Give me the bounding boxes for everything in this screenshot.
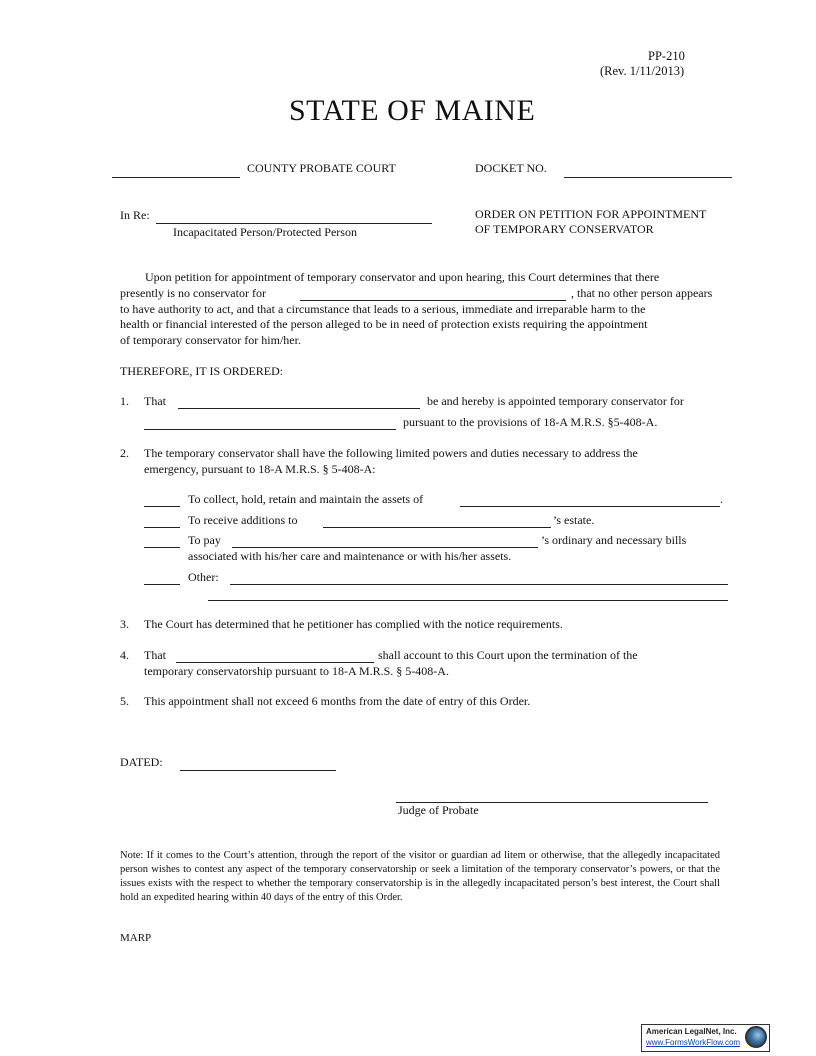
item3-number: 3. [120, 617, 129, 631]
intro-line5: of temporary conservator for him/her. [120, 333, 301, 347]
marp-label: MARP [120, 932, 152, 944]
item1-number: 1. [120, 394, 129, 408]
power3-line2: associated with his/her care and maintenance or with his/her assets. [188, 549, 512, 563]
dated-label: DATED: [120, 755, 163, 769]
logo-website-link[interactable]: www.FormsWorkFlow.com [646, 1038, 741, 1047]
power1-checkbox[interactable] [144, 506, 180, 507]
intro-line3: to have authority to act, and that a circumstance that leads to a serious, immediate and irreparable harm to the [120, 302, 646, 316]
item5-text: This appointment shall not exceed 6 months from the date of entry of this Order. [144, 694, 531, 708]
power3-checkbox[interactable] [144, 547, 180, 548]
intro-line4: health or financial interested of the person alleged to be in need of protection exists requiring the appointment [120, 317, 648, 331]
power2-estate: ’s estate. [553, 513, 595, 527]
power4-field-line2[interactable] [208, 600, 728, 601]
item2-line1: The temporary conservator shall have the following limited powers and duties necessary to address the [144, 446, 638, 460]
power3-bills: ’s ordinary and necessary bills [541, 533, 687, 547]
item1-pursuant: pursuant to the provisions of 18-A M.R.S. §5-408-A. [403, 415, 658, 429]
item1-that: That [144, 394, 166, 408]
note-paragraph: Note: If it comes to the Court’s attention, through the report of the visitor or guardian ad litem or otherwise, that the allegedly incapacitated person wishes to contest any aspect of the temporary conservatorship or seek a limitation of the temporary conservator’s powers, or that the issues exists with the respect to whether the temporary conservatorship is in the allegedly incapacitated person’s best interest, the Court shall hold an expedited hearing within 40 days of the entry of this Order. [120, 850, 720, 903]
power4-field[interactable] [230, 584, 728, 585]
power1-text: To collect, hold, retain and maintain the assets of [188, 492, 424, 506]
power4-text: Other: [188, 570, 219, 584]
therefore-heading: THEREFORE, IT IS ORDERED: [120, 364, 284, 378]
page-title: STATE OF MAINE [289, 94, 536, 127]
docket-field[interactable] [564, 177, 732, 178]
american-legalnet-logo[interactable] [641, 1024, 770, 1052]
power1-period: . [720, 492, 723, 506]
item3-text: The Court has determined that he petitioner has complied with the notice requirements. [144, 617, 563, 631]
item1-text: be and hereby is appointed temporary conservator for [427, 394, 684, 408]
intro-line1: Upon petition for appointment of temporary conservator and upon hearing, this Court determines that there [145, 270, 660, 284]
county-label: COUNTY PROBATE COURT [247, 161, 396, 175]
item2-line2: emergency, pursuant to 18-A M.R.S. § 5-408-A: [144, 462, 376, 476]
item4-that: That [144, 648, 166, 662]
account-name-field[interactable] [176, 662, 374, 663]
item4-text: shall account to this Court upon the termination of the [378, 648, 638, 662]
dated-field[interactable] [180, 770, 336, 771]
in-re-field[interactable] [156, 223, 432, 224]
in-re-label: In Re: [120, 208, 150, 222]
conservator-name-field[interactable] [178, 408, 420, 409]
form-id: PP-210 [648, 49, 685, 63]
in-re-caption: Incapacitated Person/Protected Person [173, 225, 357, 239]
order-title-line1: ORDER ON PETITION FOR APPOINTMENT [475, 207, 707, 221]
judge-label: Judge of Probate [398, 803, 479, 817]
intro-line2b: , that no other person appears [571, 286, 713, 300]
item5-number: 5. [120, 694, 129, 708]
power2-text: To receive additions to [188, 513, 298, 527]
power3-text: To pay [188, 533, 221, 547]
item4-line2: temporary conservatorship pursuant to 18-A M.R.S. § 5-408-A. [144, 664, 449, 678]
power4-checkbox[interactable] [144, 584, 180, 585]
county-field[interactable] [112, 177, 240, 178]
order-title-line2: OF TEMPORARY CONSERVATOR [475, 222, 654, 236]
revision-date: (Rev. 1/11/2013) [600, 64, 685, 78]
logo-company-name: American LegalNet, Inc. [646, 1027, 737, 1036]
protected-person-field[interactable] [144, 429, 396, 430]
globe-icon [745, 1026, 767, 1048]
item2-number: 2. [120, 446, 129, 460]
power2-checkbox[interactable] [144, 527, 180, 528]
power3-field[interactable] [232, 547, 538, 548]
power2-field[interactable] [323, 527, 551, 528]
intro-line2a: presently is no conservator for [120, 286, 266, 300]
item4-number: 4. [120, 648, 129, 662]
ward-name-field[interactable] [300, 300, 566, 301]
docket-label: DOCKET NO. [475, 161, 547, 175]
power1-field[interactable] [460, 506, 720, 507]
